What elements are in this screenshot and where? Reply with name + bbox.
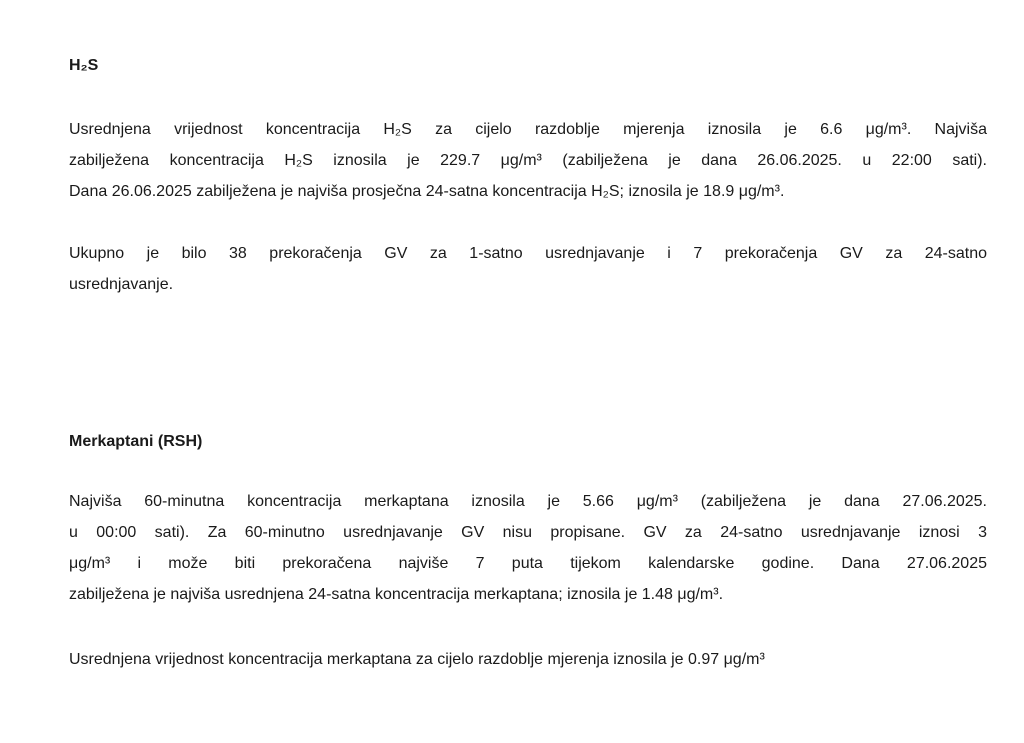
text-line: Ukupno je bilo 38 prekoračenja GV za 1-satno usrednjavanje i 7 prekoračenja GV za 24-satno [69, 245, 987, 262]
paragraph-mercaptans-summary [69, 486, 987, 610]
section-heading-h2s: H₂S [69, 57, 99, 74]
text-line: zabilježena koncentracija H₂S iznosila je 229.7 μg/m³ (zabilježena je dana 26.06.2025. u 22:00 sati). [69, 152, 987, 169]
text-line: zabilježena je najviša usrednjena 24-satna koncentracija merkaptana; iznosila je 1.48 μg/m³. [69, 586, 724, 603]
text-line: u 00:00 sati). Za 60-minutno usrednjavanje GV nisu propisane. GV za 24-satno usrednjavanje iznosi 3 [69, 524, 987, 541]
text-line: usrednjavanje. [69, 276, 174, 293]
paragraph-h2s-summary [69, 114, 987, 207]
text-line: Usrednjena vrijednost koncentracija merkaptana za cijelo razdoblje mjerenja iznosila je 0.97 μg/m³ [69, 651, 765, 668]
paragraph-h2s-exceedances [69, 238, 987, 300]
paragraph-mercaptans-average [69, 644, 987, 675]
text-line: Dana 26.06.2025 zabilježena je najviša prosječna 24-satna koncentracija H₂S; iznosila je 18.9 μg/m³. [69, 183, 785, 200]
section-heading-mercaptans: Merkaptani (RSH) [69, 433, 203, 450]
text-line: Usrednjena vrijednost koncentracija H₂S za cijelo razdoblje mjerenja iznosila je 6.6 μg/m³. Najviša [69, 121, 987, 138]
text-line: μg/m³ i može biti prekoračena najviše 7 puta tijekom kalendarske godine. Dana 27.06.2025 [69, 555, 987, 572]
text-line: Najviša 60-minutna koncentracija merkaptana iznosila je 5.66 μg/m³ (zabilježena je dana 27.06.2025. [69, 493, 987, 510]
